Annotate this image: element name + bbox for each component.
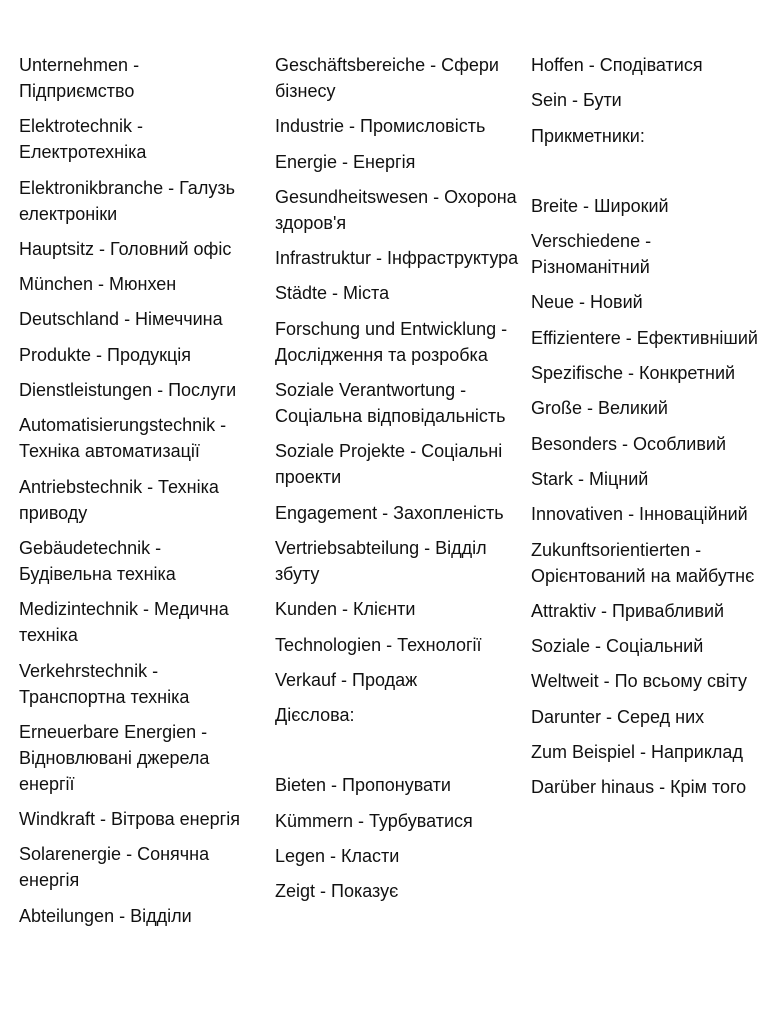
vocab-entry: Kümmern - Турбуватися <box>275 810 473 831</box>
vocab-entry: Hauptsitz - Головний офіс <box>19 238 232 259</box>
vocab-entry: Elektronikbranche - Галузь електроніки <box>19 177 235 224</box>
blank-line <box>275 737 519 772</box>
vocab-entry: Zum Beispiel - Наприклад <box>531 742 743 763</box>
vocab-entry: Sein - Бути <box>531 90 622 111</box>
vocab-entry: Vertriebsabteilung - Відділ збуту <box>275 537 487 584</box>
vocab-entry: Erneuerbare Energien - Відновлювані джерела енергії <box>19 721 210 794</box>
vocabulary-column-2 <box>275 52 519 914</box>
vocab-entry: München - Мюнхен <box>19 274 177 295</box>
vocab-entry: Legen - Класти <box>275 846 400 867</box>
vocab-entry: Innovativen - Інноваційний <box>531 504 748 525</box>
vocab-entry: Antriebstechnik - Техніка приводу <box>19 476 219 523</box>
vocab-entry: Automatisierungstechnik - Техніка автоматизації <box>19 415 227 462</box>
vocab-entry: Soziale - Соціальний <box>531 636 704 657</box>
section-heading-verbs: Дієслова: <box>275 705 355 726</box>
vocab-entry: Große - Великий <box>531 398 668 419</box>
vocab-entry: Verschiedene - Різноманітний <box>531 231 652 278</box>
vocab-entry: Deutschland - Німеччина <box>19 309 223 330</box>
vocab-entry: Effizientere - Ефективніший <box>531 327 758 348</box>
vocab-entry: Darüber hinaus - Крім того <box>531 777 747 798</box>
vocab-entry: Infrastruktur - Інфраструктура <box>275 248 519 269</box>
section-heading-adjectives: Прикметники: <box>531 125 645 146</box>
vocab-entry: Geschäftsbereiche - Сфери бізнесу <box>275 55 499 101</box>
vocab-entry: Produkte - Продукція <box>19 344 192 365</box>
vocab-entry: Zukunftsorientierten - Орієнтований на майбутнє <box>531 539 755 586</box>
vocab-entry: Industrie - Промисловість <box>275 116 486 137</box>
vocab-entry: Kunden - Клієнти <box>275 599 416 620</box>
vocab-entry: Städte - Міста <box>275 283 390 304</box>
vocab-entry: Bieten - Пропонувати <box>275 775 451 796</box>
vocab-entry: Windkraft - Вітрова енергія <box>19 809 240 830</box>
vocab-entry: Darunter - Серед них <box>531 706 705 727</box>
vocab-entry: Medizintechnik - Медична техніка <box>19 599 229 646</box>
vocab-entry: Gebäudetechnik - Будівельна техніка <box>19 537 176 584</box>
vocab-entry: Besonders - Особливий <box>531 433 726 454</box>
vocab-entry: Hoffen - Сподіватися <box>531 55 703 75</box>
vocab-entry: Spezifische - Конкретний <box>531 363 736 384</box>
vocab-entry: Energie - Енергія <box>275 151 416 172</box>
vocab-entry: Weltweit - По всьому світу <box>531 671 747 692</box>
vocab-entry: Gesundheitswesen - Охорона здоров'я <box>275 186 517 233</box>
vocab-entry: Abteilungen - Відділи <box>19 905 192 926</box>
vocab-entry: Unternehmen - Підприємство <box>19 55 140 101</box>
vocab-entry: Forschung und Entwicklung - Дослідження та розробка <box>275 318 508 365</box>
vocab-entry: Attraktiv - Привабливий <box>531 600 725 621</box>
vocab-entry: Technologien - Технології <box>275 634 482 655</box>
blank-line <box>531 158 768 193</box>
vocab-entry: Breite - Широкий <box>531 195 669 216</box>
vocab-entry: Verkauf - Продаж <box>275 669 418 690</box>
vocab-entry: Verkehrstechnik - Транспортна техніка <box>19 660 190 707</box>
vocab-entry: Zeigt - Показує <box>275 881 399 902</box>
vocab-entry: Dienstleistungen - Послуги <box>19 380 237 401</box>
vocab-entry: Soziale Verantwortung - Соціальна відповідальність <box>275 380 506 427</box>
vocab-entry: Neue - Новий <box>531 292 643 313</box>
vocab-entry: Soziale Projekte - Соціальні проекти <box>275 441 503 488</box>
vocab-entry: Stark - Міцний <box>531 468 649 489</box>
vocab-entry: Solarenergie - Сонячна енергія <box>19 844 210 891</box>
vocabulary-column-1 <box>19 52 259 938</box>
vocabulary-column-3 <box>531 52 768 810</box>
vocab-entry: Elektrotechnik - Електротехніка <box>19 116 147 163</box>
vocab-entry: Engagement - Захопленість <box>275 502 504 523</box>
